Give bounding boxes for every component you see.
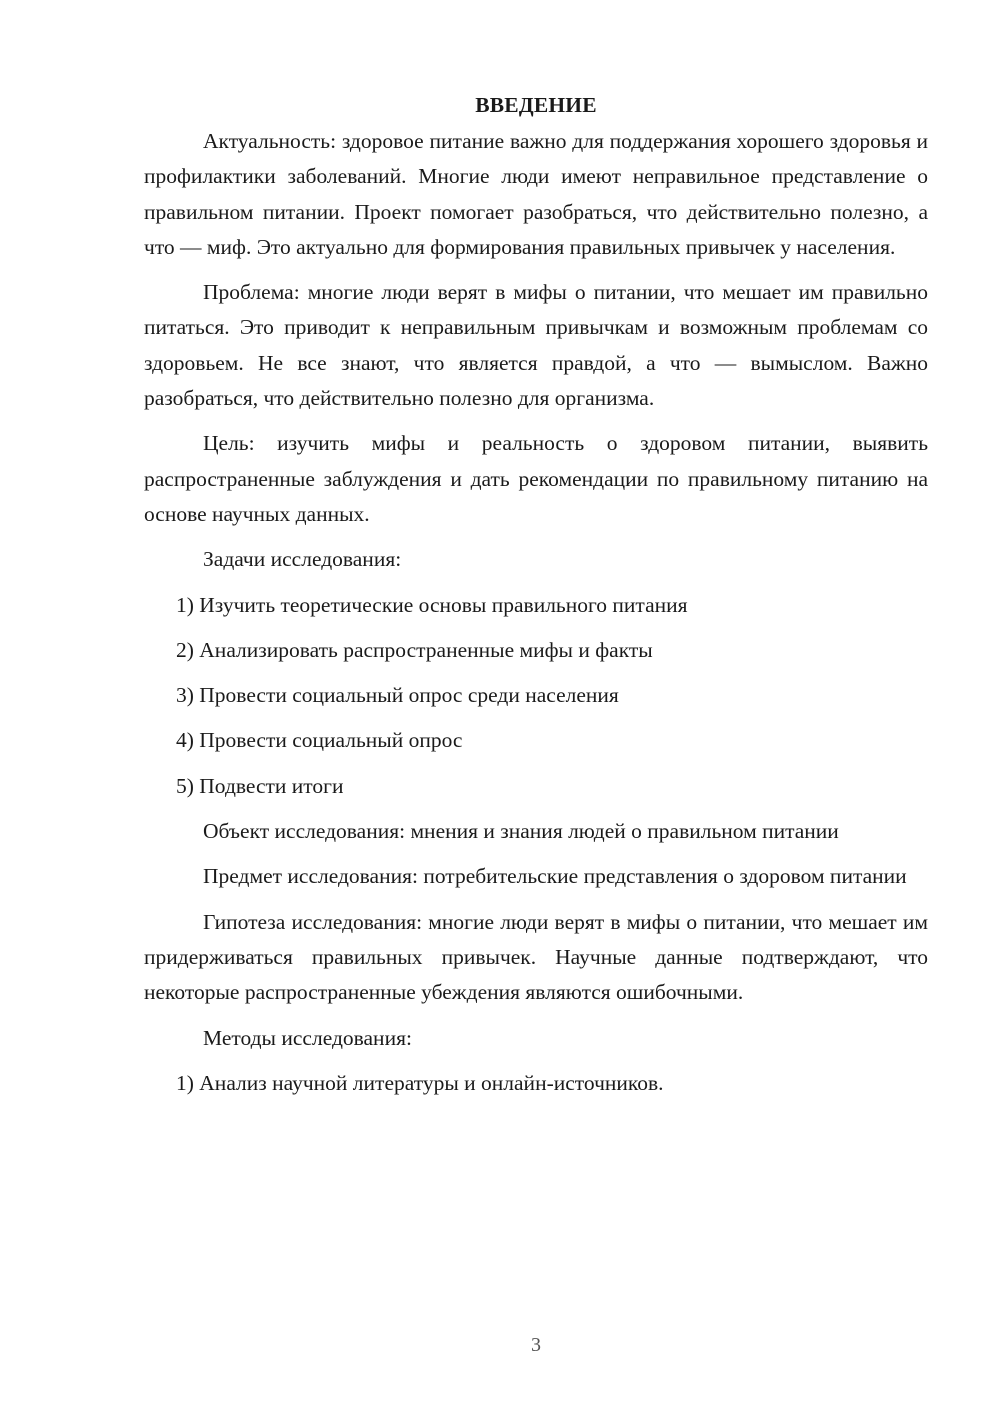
object-paragraph: Объект исследования: мнения и знания людей о правильном питании — [203, 819, 839, 844]
task-item-2: 2) Анализировать распространенные мифы и факты — [176, 637, 653, 662]
task-item-5: 5) Подвести итоги — [176, 773, 344, 798]
page-content — [144, 88, 928, 1101]
task-item-1: 1) Изучить теоретические основы правильного питания — [176, 592, 688, 617]
tasks-heading: Задачи исследования: — [203, 547, 402, 572]
task-item-4: 4) Провести социальный опрос — [176, 728, 463, 753]
goal-paragraph: Цель: изучить мифы и реальность о здоровом питании, выявить распространенные заблуждения и дать рекомендации по правильному питанию на основе научных данных. — [144, 431, 928, 526]
section-title: ВВЕДЕНИЕ — [475, 93, 597, 117]
page-number: 3 — [531, 1334, 541, 1356]
method-item-1: 1) Анализ научной литературы и онлайн-источников. — [176, 1070, 664, 1095]
relevance-paragraph: Актуальность: здоровое питание важно для поддержания хорошего здоровья и профилактики заболеваний. Многие люди имеют неправильное представление о правильном питании. Проект помогает разобраться, что действительно полезно, а что — миф. Это актуально для формирования правильных привычек у населения. — [144, 129, 928, 259]
task-item-3: 3) Провести социальный опрос среди населения — [176, 683, 619, 708]
subject-paragraph: Предмет исследования: потребительские представления о здоровом питании — [203, 864, 907, 889]
hypothesis-paragraph: Гипотеза исследования: многие люди верят в мифы о питании, что мешает им придерживаться правильных привычек. Научные данные подтверждают, что некоторые распространенные убеждения являются ошибочными. — [144, 909, 928, 1005]
methods-heading: Методы исследования: — [203, 1025, 412, 1050]
problem-paragraph: Проблема: многие люди верят в мифы о питании, что мешает им правильно питаться. Это приводит к неправильным привычкам и возможным проблемам со здоровьем. Не все знают, что является правдой, а что — вымыслом. Важно разобраться, что действительно полезно для организма. — [144, 280, 928, 411]
